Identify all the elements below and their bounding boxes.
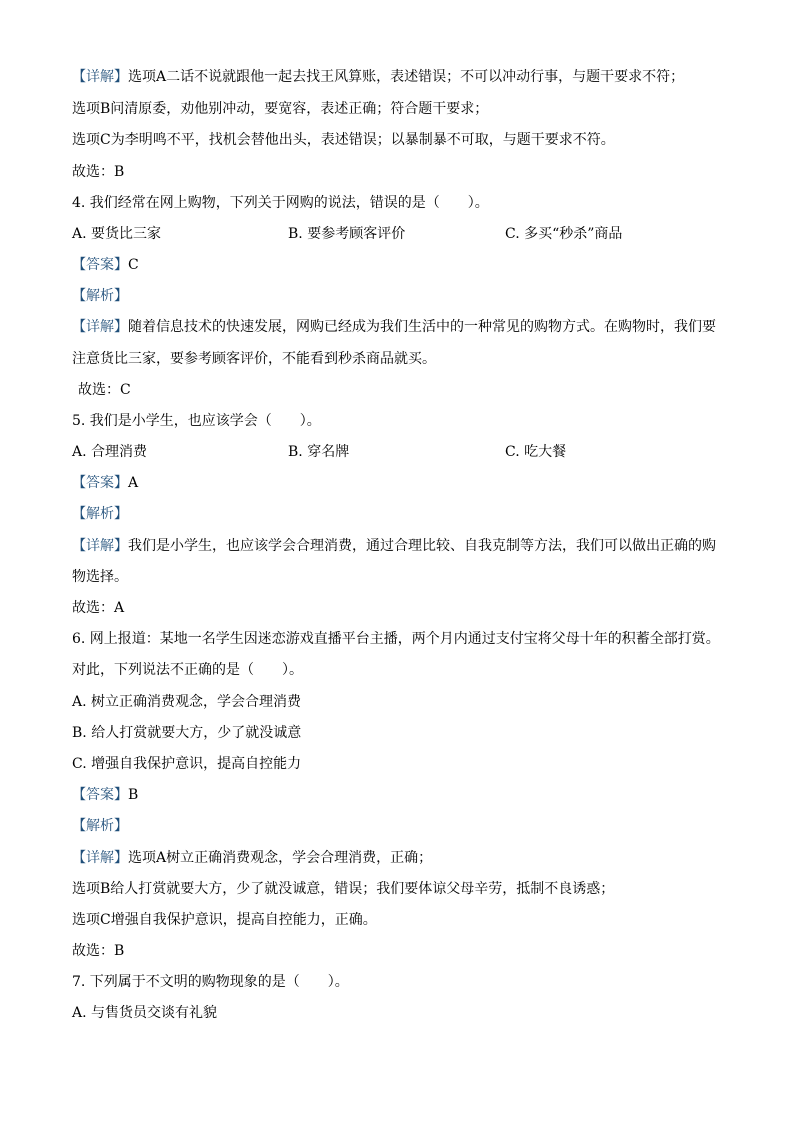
- q7-question: 7. 下列属于不文明的购物现象的是（ ）。: [72, 974, 349, 990]
- q6-answer-line: 【答案】B: [72, 787, 139, 803]
- q3-choice: 故选：B: [72, 164, 125, 180]
- detail-tag: 【详解】: [72, 850, 128, 866]
- answer-tag: 【答案】: [72, 475, 128, 491]
- q7-option-a: A. 与售货员交谈有礼貌: [72, 1005, 218, 1021]
- q6-detail-line-a: 【详解】选项A树立正确消费观念，学会合理消费，正确；: [72, 850, 433, 866]
- q5-option-c: C. 吃大餐: [505, 444, 567, 460]
- q3-detail-line-c: 选项C为李明鸣不平，找机会替他出头，表述错误；以暴制暴不可取，与题干要求不符。: [72, 132, 615, 148]
- q4-question: 4. 我们经常在网上购物，下列关于网购的说法，错误的是（ ）。: [72, 195, 489, 211]
- q5-choice: 故选：A: [72, 600, 125, 616]
- q4-analysis-tag: 【解析】: [72, 288, 128, 304]
- answer-tag: 【答案】: [72, 257, 128, 273]
- detail-tag: 【详解】: [72, 69, 128, 85]
- q5-detail-line-2: 物选择。: [72, 569, 128, 585]
- q6-question-line-2: 对此，下列说法不正确的是（ ）。: [72, 662, 303, 678]
- q3-detail-line-b: 选项B问清原委，劝他别冲动，要宽容，表述正确；符合题干要求；: [72, 101, 489, 117]
- q5-answer-line: 【答案】A: [72, 475, 139, 491]
- q5-detail-line-1: 【详解】我们是小学生，也应该学会合理消费，通过合理比较、自我克制等方法，我们可以做出正确的购: [72, 538, 716, 554]
- q4-choice: 故选：C: [78, 382, 131, 398]
- q5-analysis-tag: 【解析】: [72, 506, 128, 522]
- q4-option-b: B. 要参考顾客评价: [288, 226, 406, 242]
- q5-question: 5. 我们是小学生，也应该学会（ ）。: [72, 413, 321, 429]
- q6-option-c: C. 增强自我保护意识，提高自控能力: [72, 756, 302, 772]
- q3-detail-line-a: 【详解】选项A二话不说就跟他一起去找王风算账，表述错误；不可以冲动行事，与题干要求不符；: [72, 69, 685, 85]
- q4-detail-line-1: 【详解】随着信息技术的快速发展，网购已经成为我们生活中的一种常见的购物方式。在购物时，我们要: [72, 319, 716, 335]
- q6-analysis-tag: 【解析】: [72, 818, 128, 834]
- q4-option-c: C. 多买“秒杀”商品: [505, 226, 623, 242]
- q5-option-a: A. 合理消费: [72, 444, 148, 460]
- q6-detail-line-c: 选项C增强自我保护意识，提高自控能力，正确。: [72, 912, 377, 928]
- q4-detail-line-2: 注意货比三家，要参考顾客评价，不能看到秒杀商品就买。: [72, 351, 436, 367]
- detail-tag: 【详解】: [72, 538, 128, 554]
- q6-choice: 故选：B: [72, 943, 125, 959]
- answer-tag: 【答案】: [72, 787, 128, 803]
- q6-question-line-1: 6. 网上报道：某地一名学生因迷恋游戏直播平台主播，两个月内通过支付宝将父母十年的积蓄全部打赏。: [72, 631, 720, 647]
- detail-tag: 【详解】: [72, 319, 128, 335]
- q6-option-a: A. 树立正确消费观念，学会合理消费: [72, 694, 302, 710]
- q4-option-a: A. 要货比三家: [72, 226, 162, 242]
- q6-detail-line-b: 选项B给人打赏就要大方，少了就没诚意，错误；我们要体谅父母辛劳，抵制不良诱惑；: [72, 881, 615, 897]
- q5-option-b: B. 穿名牌: [288, 444, 350, 460]
- q4-answer-line: 【答案】C: [72, 257, 139, 273]
- q6-option-b: B. 给人打赏就要大方，少了就没诚意: [72, 725, 302, 741]
